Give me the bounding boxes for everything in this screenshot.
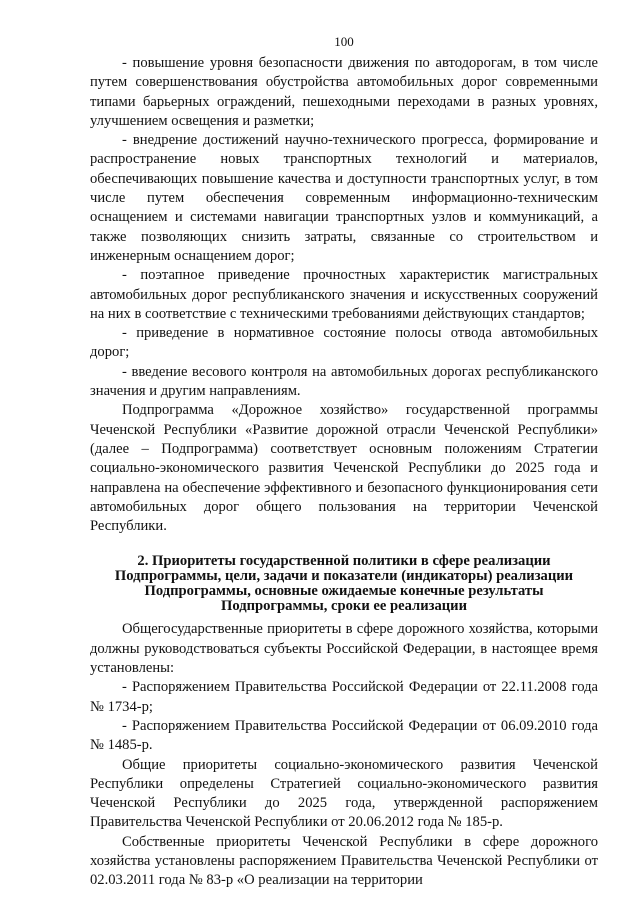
strategy-paragraph: Общие приоритеты социально-экономического развития Чеченской Республики определены Стратегией социально-экономического развития Чеченской Республики до 2025 года, утвержденной распоряжением Правительства Чеченской Республики от 20.06.2012 года № 185-р. [90, 756, 598, 831]
list-item-order-1485: - Распоряжением Правительства Российской Федерации от 06.09.2010 года № 1485-р. [90, 717, 598, 754]
heading-line: 2. Приоритеты государственной политики в сфере реализации [137, 553, 551, 570]
page-number: 100 [334, 34, 354, 49]
list-item-safety: - повышение уровня безопасности движения по автодорогам, в том числе путем совершенствования обустройства автомобильных дорог современными типами барьерных ограждений, пешеходными переходами в разных уровнях, улучшением освещения и разметки; [90, 55, 598, 129]
document-page [90, 34, 598, 891]
regional-priorities-paragraph: Собственные приоритеты Чеченской Республики в сфере дорожного хозяйства установлены распоряжением Правительства Чеченской Республики от 02.03.2011 года № 83-р «О реализации на территории [90, 833, 598, 889]
list-item-weight-control: - введение весового контроля на автомобильных дорогах республиканского значения и другим направлениям. [90, 363, 598, 400]
list-item-technology: - внедрение достижений научно-технического прогресса, формирование и распространение новых транспортных технологий и материалов, обеспечивающих повышение качества и доступности транспортных услуг, в том числе путем обеспечения современным информационно-техническим оснащением и системами навигации транспортных узлов и коммуникаций, а также позволяющих снизить затраты, связанные со строительством и инженерным оснащением дорог; [90, 132, 598, 264]
section-heading [90, 554, 598, 614]
heading-line: Подпрограммы, сроки ее реализации [220, 598, 467, 615]
list-item-order-1734: - Распоряжением Правительства Российской Федерации от 22.11.2008 года № 1734-р; [90, 679, 598, 715]
body-text-top [90, 54, 598, 536]
national-priorities-paragraph: Общегосударственные приоритеты в сфере дорожного хозяйства, которыми должны руководствоваться субъекты Российской Федерации, в настоящее время установлены: [90, 621, 598, 677]
heading-line: Подпрограммы, основные ожидаемые конечные результаты [144, 583, 544, 600]
body-text-bottom [90, 620, 598, 890]
heading-line: Подпрограммы, цели, задачи и показатели (индикаторы) реализации [114, 568, 574, 585]
subprogram-paragraph: Подпрограмма «Дорожное хозяйство» государственной программы Чеченской Республики «Развитие дорожной отрасли Чеченской Республики» (далее – Подпрограмма) соответствует основным положениям Стратегии социально-экономического развития Чеченской Республики до 2025 года и направлена на обеспечение эффективного и безопасного функционирования сети автомобильных дорог общего пользования на территории Чеченской Республики. [90, 402, 598, 535]
list-item-strength: - поэтапное приведение прочностных характеристик магистральных автомобильных дорог республиканского значения и искусственных сооружений на них в соответствие с техническими требованиями действующих стандартов; [90, 267, 598, 322]
list-item-right-of-way: - приведение в нормативное состояние полосы отвода автомобильных дорог; [90, 325, 598, 361]
